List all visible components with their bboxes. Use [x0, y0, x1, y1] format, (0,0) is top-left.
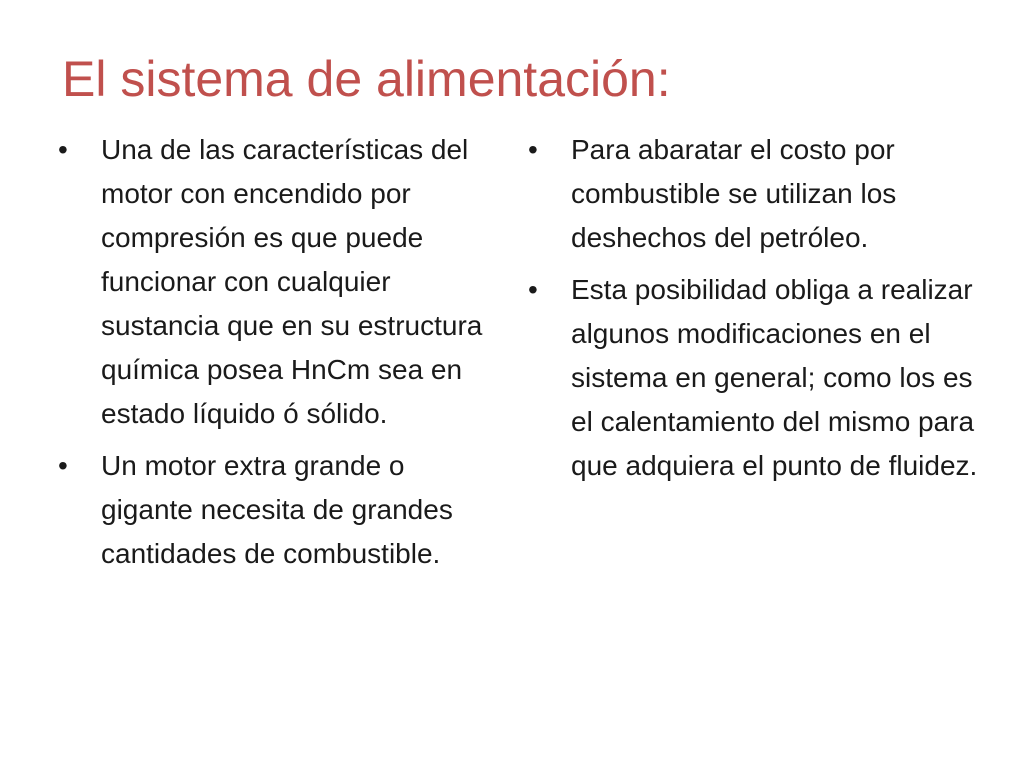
bullet-text: Un motor extra grande o gigante necesita de grandes cantidades de combustible.	[101, 450, 453, 569]
bullet-item	[528, 268, 978, 488]
bullet-icon: •	[58, 450, 68, 481]
bullet-text: Para abaratar el costo por combustible se utilizan los deshechos del petróleo.	[571, 134, 897, 253]
bullet-item	[528, 128, 978, 260]
bullet-icon: •	[528, 134, 538, 165]
bullet-icon: •	[58, 134, 68, 165]
bullet-item	[58, 444, 488, 576]
slide-title: El sistema de alimentación:	[62, 51, 671, 107]
right-column	[528, 128, 978, 496]
left-column	[58, 128, 488, 584]
bullet-item	[58, 128, 488, 436]
bullet-text: Una de las características del motor con encendido por compresión es que puede funcionar con cualquier sustancia que en su estructura química posea HnCm sea en estado líquido ó sólido.	[101, 134, 483, 429]
bullet-icon: •	[528, 274, 538, 305]
bullet-text: Esta posibilidad obliga a realizar algunos modificaciones en el sistema en general; como los es el calentamiento del mismo para que adquiera el punto de fluidez.	[571, 274, 978, 481]
